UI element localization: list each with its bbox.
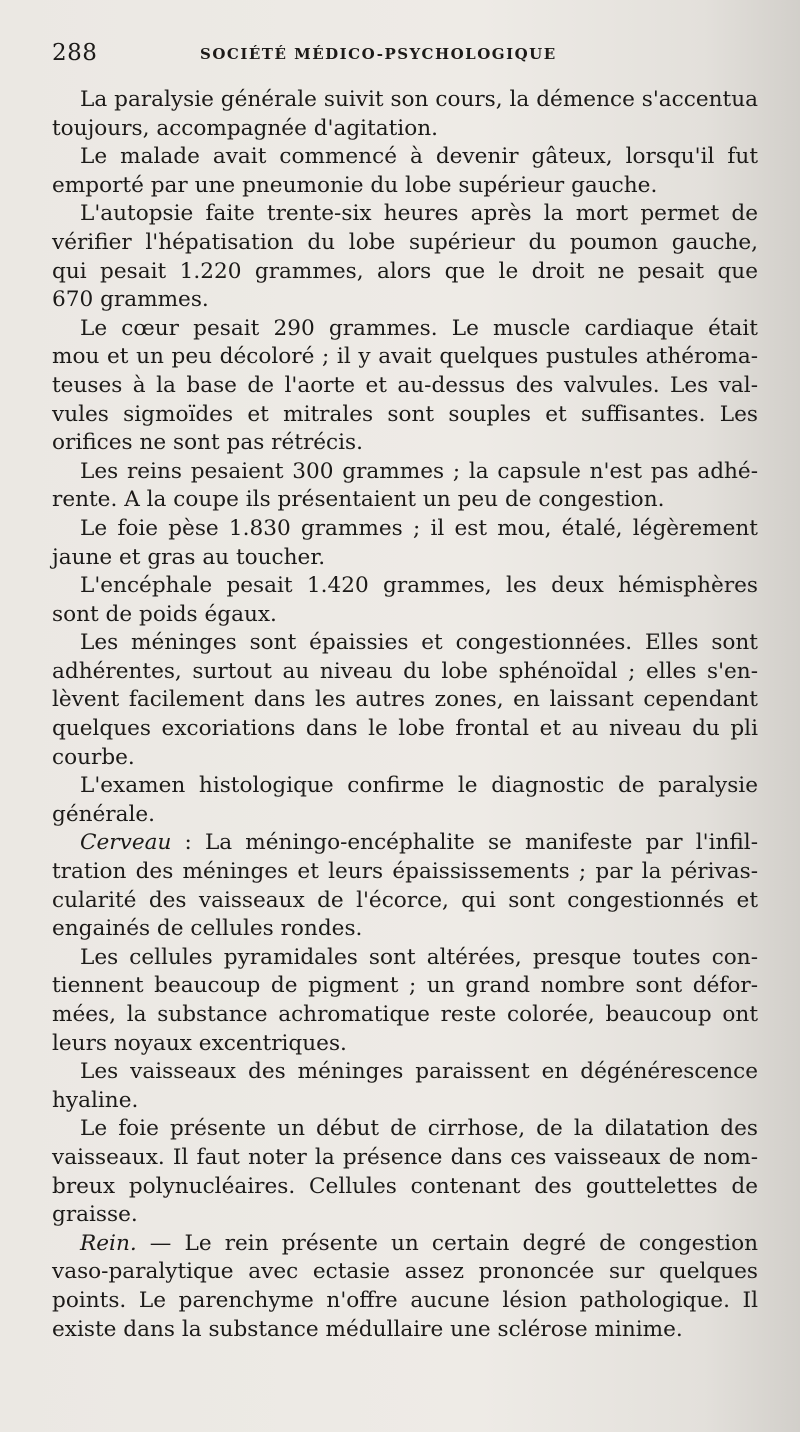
text-line: existe dans la substance médullaire une sclérose minime.: [52, 1316, 683, 1342]
text-line: tiennent beaucoup de pigment ; un grand nombre sont défor-: [52, 973, 758, 999]
text-line: quelques excoriations dans le lobe frontal et au niveau du pli: [52, 716, 758, 742]
text-line: L'encéphale pesait 1.420 grammes, les deux hémisphères: [80, 573, 758, 599]
text-line: Les vaisseaux des méninges paraissent en dégénérescence: [80, 1059, 758, 1085]
text-line: teuses à la base de l'aorte et au-dessus des valvules. Les val-: [52, 372, 758, 398]
text-line-rest: — Le rein présente un certain degré de congestion: [136, 1230, 758, 1256]
text-line: L'autopsie faite trente-six heures après la mort permet de: [80, 201, 758, 227]
text-line: lèvent facilement dans les autres zones, en laissant cependant: [52, 687, 758, 713]
text-line: vules sigmoïdes et mitrales sont souples et suffisantes. Les: [52, 401, 758, 427]
text-line: tration des méninges et leurs épaississements ; par la périvas-: [52, 859, 758, 885]
text-line: La paralysie générale suivit son cours, la démence s'accentua: [80, 87, 758, 112]
text-line: Les cellules pyramidales sont altérées, presque toutes con-: [80, 944, 758, 970]
text-line: Les méninges sont épaissies et congestionnées. Elles sont: [80, 630, 758, 656]
text-line: L'examen histologique confirme le diagnostic de paralysie: [80, 773, 758, 799]
text-line: rente. A la coupe ils présentaient un peu de congestion.: [52, 487, 665, 513]
text-line: toujours, accompagnée d'agitation.: [52, 115, 438, 141]
text-line-rest: : La méningo-encéphalite se manifeste par l'infil-: [171, 830, 758, 856]
running-head: SOCIÉTÉ MÉDICO-PSYCHOLOGIQUE: [200, 45, 557, 63]
text-line: Le cœur pesait 290 grammes. Le muscle cardiaque était: [80, 315, 758, 341]
section-label-cerveau: Cerveau: [80, 830, 172, 856]
text-line: Le foie pèse 1.830 grammes ; il est mou, étalé, légèrement: [80, 515, 758, 541]
text-line: graisse.: [52, 1202, 138, 1228]
text-line: breux polynucléaires. Cellules contenant des gouttelettes de: [52, 1173, 758, 1199]
text-line: vérifier l'hépatisation du lobe supérieur du poumon gauche,: [52, 229, 758, 255]
text-line: mou et un peu décoloré ; il y avait quelques pustules athéroma-: [52, 344, 758, 370]
text-line: orifices ne sont pas rétrécis.: [52, 430, 364, 456]
text-line: Les reins pesaient 300 grammes ; la capsule n'est pas adhé-: [80, 458, 758, 484]
text-line: cularité des vaisseaux de l'écorce, qui sont congestionnés et: [52, 887, 758, 913]
text-line: vaisseaux. Il faut noter la présence dans ces vaisseaux de nom-: [52, 1144, 758, 1170]
page-number: 288: [52, 40, 98, 66]
text-line: [52, 1230, 758, 1259]
text-line: Le malade avait commencé à devenir gâteux, lorsqu'il fut: [80, 144, 758, 170]
text-line: qui pesait 1.220 grammes, alors que le droit ne pesait que: [52, 258, 758, 284]
body-text: [52, 86, 758, 1344]
text-line: hyaline.: [52, 1087, 139, 1113]
text-line: [52, 829, 758, 858]
text-line: mées, la substance achromatique reste colorée, beaucoup ont: [52, 1002, 758, 1027]
text-line: courbe.: [52, 744, 135, 770]
text-line: points. Le parenchyme n'offre aucune lésion pathologique. Il: [52, 1287, 758, 1313]
text-line: 670 grammes.: [52, 287, 209, 313]
text-line: Le foie présente un début de cirrhose, de la dilatation des: [80, 1116, 758, 1142]
text-line: adhérentes, surtout au niveau du lobe sphénoïdal ; elles s'en-: [52, 658, 758, 684]
text-line: générale.: [52, 801, 156, 827]
text-line: vaso-paralytique avec ectasie assez prononcée sur quelques: [52, 1259, 758, 1285]
text-line: sont de poids égaux.: [52, 601, 277, 627]
page-header: [52, 40, 752, 70]
section-label-rein: Rein.: [80, 1230, 137, 1256]
text-line: engainés de cellules rondes.: [52, 916, 363, 942]
text-line: jaune et gras au toucher.: [52, 544, 326, 570]
text-line: emporté par une pneumonie du lobe supérieur gauche.: [52, 172, 658, 198]
text-line: leurs noyaux excentriques.: [52, 1030, 347, 1056]
